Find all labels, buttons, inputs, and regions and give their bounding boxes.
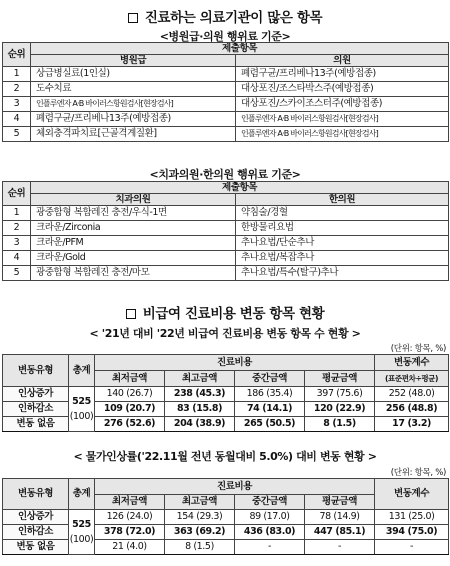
max-cell: 238 (45.3) [165,387,235,402]
mid-cell: 186 (35.4) [235,387,305,402]
table-row [3,251,449,266]
table-cost-change [2,354,449,432]
rank-cell: 3 [3,236,31,251]
table-row [3,206,449,221]
cv-cell: 252 (48.0) [375,387,449,402]
col-header-rank: 순위 [3,182,31,206]
table-row [3,112,449,127]
col-header-rank: 순위 [3,43,31,67]
col-header-total: 총계 [69,479,95,510]
cv-cell: - [375,540,449,555]
mid-cell: 436 (83.0) [235,525,305,540]
oriental-cell: 약침술/경혈 [236,206,449,221]
clinic-cell: 폐렴구균/프리베나13주(예방접종) [236,67,449,82]
type-cell: 변동 없음 [3,417,69,432]
avg-cell: 397 (75.6) [305,387,375,402]
cv-cell: 17 (3.2) [375,417,449,432]
section1-title-text: 진료하는 의료기관이 많은 항목 [144,10,323,26]
col-header-group: 진료비용 [95,479,375,495]
type-cell: 인상증가 [3,387,69,402]
min-cell: 276 (52.6) [95,417,165,432]
mid-cell: 89 (17.0) [235,510,305,525]
table-row [3,236,449,251]
rank-cell: 2 [3,82,31,97]
table-row [3,510,449,525]
min-cell: 126 (24.0) [95,510,165,525]
col-header-clinic: 의원 [236,55,449,67]
section3-title [0,302,450,322]
hospital-cell: 폐렴구균/프리베나13주(예방접종) [31,112,236,127]
oriental-cell: 한방물리요법 [236,221,449,236]
col-header-total: 총계 [69,355,95,387]
section4-unit: (단위: 항목, %) [390,468,446,478]
cv-cell: 394 (75.0) [375,525,449,540]
col-header-cv: 변동계수 [375,355,449,371]
hospital-cell: 인플루엔자 A·B 바이러스항원검사[현장검사] [31,97,236,112]
table-row [3,97,449,112]
section1-subtitle: <병원급·의원 행위료 기준> [159,30,291,43]
table-row [3,266,449,281]
col-header-cv-sub: (표준편차÷평균) [375,371,449,387]
avg-cell: 78 (14.9) [305,510,375,525]
type-cell: 인상증가 [3,510,69,525]
section3-subtitle: < '21년 대비 '22년 비급여 진료비용 변동 항목 수 현황 > [89,327,361,340]
cv-cell: 131 (25.0) [375,510,449,525]
col-header-group: 제출항목 [31,43,449,55]
dental-cell: 크라운/PFM [31,236,236,251]
table-inflation-change [2,478,449,555]
col-header-group: 제출항목 [31,182,449,194]
hospital-cell: 도수치료 [31,82,236,97]
section4-subtitle: < 물가인상률('22.11월 전년 동월대비 5.0%) 대비 변동 현황 > [73,450,377,463]
dental-cell: 크라운/Gold [31,251,236,266]
cv-cell: 256 (48.8) [375,402,449,417]
table-row [3,387,449,402]
rank-cell: 1 [3,206,31,221]
col-header-max: 최고금액 [165,495,235,510]
total-cell [69,510,95,555]
total-value: 525 [72,519,91,530]
rank-cell: 4 [3,112,31,127]
min-cell: 140 (26.7) [95,387,165,402]
oriental-cell: 추나요법/단순추나 [236,236,449,251]
rank-cell: 4 [3,251,31,266]
total-cell [69,387,95,432]
mid-cell: 74 (14.1) [235,402,305,417]
col-header-dental: 치과의원 [31,194,236,206]
dental-cell: 광중합형 복합레진 충전/우식-1면 [31,206,236,221]
rank-cell: 5 [3,127,31,142]
mid-cell: 265 (50.5) [235,417,305,432]
col-header-cv: 변동계수 [375,479,449,510]
table-row [3,127,449,142]
clinic-cell: 인플루엔자 A·B 바이러스항원검사[현장검사] [236,112,449,127]
dental-cell: 광중합형 복합레진 충전/마모 [31,266,236,281]
hospital-cell: 체외충격파치료[근골격계질환] [31,127,236,142]
col-header-group: 진료비용 [95,355,375,371]
section3-title-text: 비급여 진료비용 변동 항목 현황 [142,306,325,322]
table-row [3,221,449,236]
checkbox-square-icon [128,13,138,23]
max-cell: 204 (38.9) [165,417,235,432]
table-row [3,67,449,82]
type-cell: 인하감소 [3,402,69,417]
max-cell: 8 (1.5) [165,540,235,555]
clinic-cell: 인플루엔자 A·B 바이러스항원검사[현장검사] [236,127,449,142]
table-hospital-clinic [2,42,449,142]
type-cell: 변동 없음 [3,540,69,555]
col-header-oriental: 한의원 [236,194,449,206]
max-cell: 363 (69.2) [165,525,235,540]
table-dental-oriental [2,181,449,281]
col-header-min: 최저금액 [95,495,165,510]
avg-cell: 447 (85.1) [305,525,375,540]
dental-cell: 크라운/Zirconia [31,221,236,236]
checkbox-square-icon [126,309,136,319]
col-header-avg: 평균금액 [305,495,375,510]
mid-cell: - [235,540,305,555]
avg-cell: - [305,540,375,555]
max-cell: 154 (29.3) [165,510,235,525]
col-header-mid: 중간금액 [235,371,305,387]
section3-unit: (단위: 항목, %) [390,344,446,354]
rank-cell: 3 [3,97,31,112]
section1-title [0,6,450,26]
min-cell: 109 (20.7) [95,402,165,417]
avg-cell: 120 (22.9) [305,402,375,417]
rank-cell: 1 [3,67,31,82]
rank-cell: 5 [3,266,31,281]
total-pct: (100) [69,410,94,422]
col-header-avg: 평균금액 [305,371,375,387]
oriental-cell: 추나요법/특수(탈구)추나 [236,266,449,281]
table-row [3,82,449,97]
total-value: 525 [72,396,91,407]
total-pct: (100) [69,533,94,545]
avg-cell: 8 (1.5) [305,417,375,432]
rank-cell: 2 [3,221,31,236]
col-header-max: 최고금액 [165,371,235,387]
max-cell: 83 (15.8) [165,402,235,417]
col-header-mid: 중간금액 [235,495,305,510]
min-cell: 21 (4.0) [95,540,165,555]
hospital-cell: 상급병실료(1인실) [31,67,236,82]
col-header-min: 최저금액 [95,371,165,387]
col-header-type: 변동유형 [3,355,69,387]
type-cell: 인하감소 [3,525,69,540]
col-header-hospital: 병원급 [31,55,236,67]
clinic-cell: 대상포진/조스타박스주(예방접종) [236,82,449,97]
section2-subtitle: <치과의원·한의원 행위료 기준> [149,168,301,181]
clinic-cell: 대상포진/스카이조스터주(예방접종) [236,97,449,112]
oriental-cell: 추나요법/복잡추나 [236,251,449,266]
min-cell: 378 (72.0) [95,525,165,540]
col-header-type: 변동유형 [3,479,69,510]
